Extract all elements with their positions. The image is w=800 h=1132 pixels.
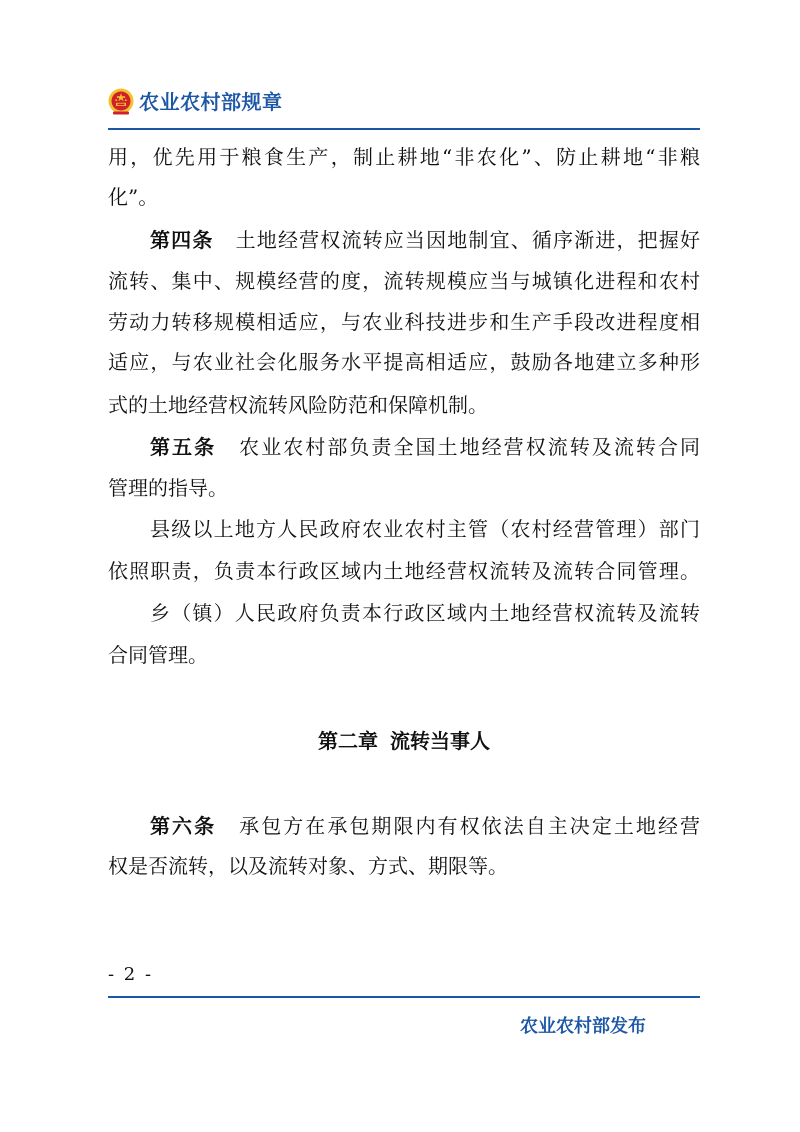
article-6-label: 第六条 [150,814,217,838]
chapter-title: 流转当事人 [390,729,490,753]
article-6-line: 权是否流转，以及流转对象、方式、期限等。 [108,854,508,878]
chapter-heading [108,727,700,755]
article-4-first-line [150,226,700,254]
article-4-line: 适应，与农业社会化服务水平提高相适应，鼓励各地建立多种形 [108,350,700,374]
article-5-line: 乡（镇）人民政府负责本行政区域内土地经营权流转及流转 [150,601,700,625]
article-5-label: 第五条 [150,435,217,459]
article-4-label: 第四条 [150,228,214,252]
article-5-line: 合同管理。 [108,643,208,667]
article-4-line: 式的土地经营权流转风险防范和保障机制。 [108,393,488,417]
article-6-first-line [150,812,700,840]
chapter-number: 第二章 [318,729,378,753]
header-title: 农业农村部规章 [139,90,283,114]
article-4-text: 土地经营权流转应当因地制宜、循序渐进，把握好 [234,228,701,252]
article-4-line: 劳动力转移规模相适应，与农业科技进步和生产手段改进程度相 [108,310,700,334]
article-5-text: 农业农村部负责全国土地经营权流转及流转合同 [237,435,700,459]
header-divider [108,128,700,130]
footer-divider [108,996,700,998]
article-4-line: 流转、集中、规模经营的度，流转规模应当与城镇化进程和农村 [108,269,700,293]
page-number: - 2 - [108,964,154,985]
continuation-line: 用，优先用于粮食生产，制止耕地“非农化”、防止耕地“非粮 [108,145,700,169]
national-emblem-icon [107,88,135,116]
article-5-line: 管理的指导。 [108,476,228,500]
article-5-first-line [150,433,700,461]
article-5-line: 县级以上地方人民政府农业农村主管（农村经营管理）部门 [150,517,700,541]
continuation-line: 化”。 [108,185,159,209]
article-6-text: 承包方在承包期限内有权依法自主决定土地经营 [237,814,700,838]
article-5-line: 依照职责，负责本行政区域内土地经营权流转及流转合同管理。 [108,559,700,583]
footer-publisher: 农业农村部发布 [520,1016,646,1037]
